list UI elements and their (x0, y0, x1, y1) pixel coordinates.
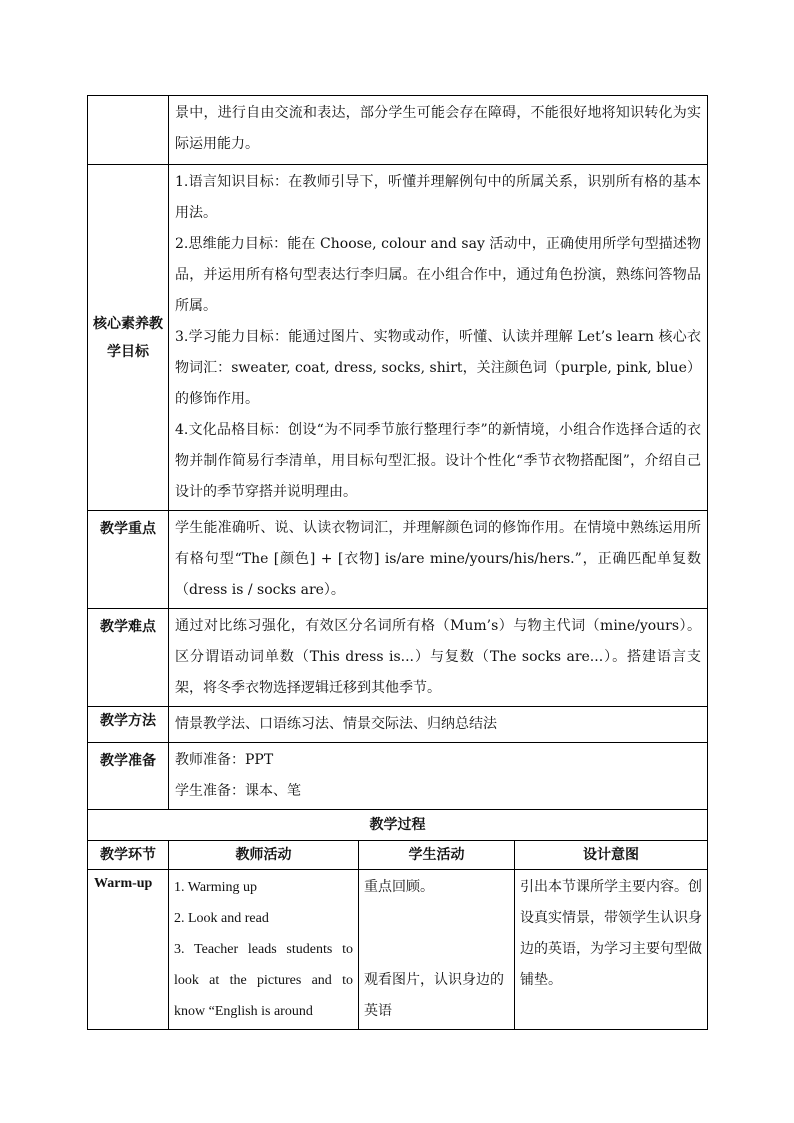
objective-culture: 4.文化品格目标：创设“为不同季节旅行整理行李”的新情境，小组合作选择合适的衣物并制作简易行李清单，用目标句型汇报。设计个性化“季节衣物搭配图”，介绍自己设计的季节穿搭并说明理由。 (175, 422, 701, 500)
teacher-step-2: 2. Look and read (174, 911, 269, 926)
col-header-teacher: 教师活动 (169, 841, 359, 870)
process-title: 教学过程 (88, 810, 708, 841)
key-points-label: 教学重点 (88, 511, 169, 609)
preparation-content (169, 743, 708, 810)
objective-language: 1.语言知识目标：在教师引导下，听懂并理解例句中的所属关系，识别所有格的基本用法。 (175, 174, 701, 221)
student-look: 观看图片，认识身边的英语 (364, 972, 504, 1019)
col-header-stage: 教学环节 (88, 841, 169, 870)
col-header-student: 学生活动 (359, 841, 515, 870)
objectives-content (169, 165, 708, 511)
design-intent (515, 870, 708, 1030)
difficulties-content (169, 609, 708, 707)
row-content (169, 96, 708, 165)
table-row (88, 609, 708, 707)
table-row (88, 165, 708, 511)
student-prep: 学生准备：课本、笔 (175, 783, 301, 799)
preparation-label: 教学准备 (88, 743, 169, 810)
table-row (88, 810, 708, 841)
difficulties-label: 教学难点 (88, 609, 169, 707)
row-label (88, 96, 169, 165)
student-activity (359, 870, 515, 1030)
analysis-text: 景中，进行自由交流和表达，部分学生可能会存在障碍，不能很好地将知识转化为实际运用能力。 (175, 105, 701, 152)
table-row (88, 870, 708, 1030)
objective-learning: 3.学习能力目标：能通过图片、实物或动作，听懂、认读并理解 Let’s learn 核心衣物词汇：sweater, coat, dress, socks, shirt，关注颜色词（purple, pink, blue）的修饰作用。 (175, 329, 701, 407)
difficulties-text: 通过对比练习强化，有效区分名词所有格（Mum’s）与物主代词（mine/yours）。区分谓语动词单数（This dress is...）与复数（The socks are...）。搭建语言支架，将冬季衣物选择逻辑迁移到其他季节。 (175, 618, 701, 696)
table-header-row (88, 841, 708, 870)
intent-text: 引出本节课所学主要内容。创设真实情景，带领学生认识身边的英语，为学习主要句型做铺垫。 (520, 879, 702, 988)
methods-content (169, 707, 708, 743)
table-row (88, 96, 708, 165)
key-points-content (169, 511, 708, 609)
objectives-label: 核心素养教学目标 (88, 165, 169, 511)
table-row (88, 707, 708, 743)
methods-label: 教学方法 (88, 707, 169, 743)
lesson-plan-table (87, 95, 708, 1030)
table-row (88, 511, 708, 609)
spacer (364, 903, 509, 965)
key-points-text: 学生能准确听、说、认读衣物词汇，并理解颜色词的修饰作用。在情境中熟练运用所有格句型“The [颜色] + [衣物] is/are mine/yours/his/hers.”，正确匹配单复数（dress is / socks are）。 (175, 520, 701, 598)
methods-text: 情景教学法、口语练习法、情景交际法、归纳总结法 (175, 716, 497, 732)
teacher-step-1: 1. Warming up (174, 880, 257, 895)
stage-warmup: Warm-up (88, 870, 169, 1030)
teacher-activity (169, 870, 359, 1030)
table-row (88, 743, 708, 810)
teacher-step-3: 3. Teacher leads students to look at the pictures and to know “English is around (174, 942, 353, 1019)
objective-thinking: 2.思维能力目标：能在 Choose, colour and say 活动中，正确使用所学句型描述物品，并运用所有格句型表达行李归属。在小组合作中，通过角色扮演，熟练问答物品所属。 (175, 236, 701, 314)
col-header-intent: 设计意图 (515, 841, 708, 870)
teacher-prep: 教师准备：PPT (175, 752, 274, 768)
student-review: 重点回顾。 (364, 879, 434, 895)
